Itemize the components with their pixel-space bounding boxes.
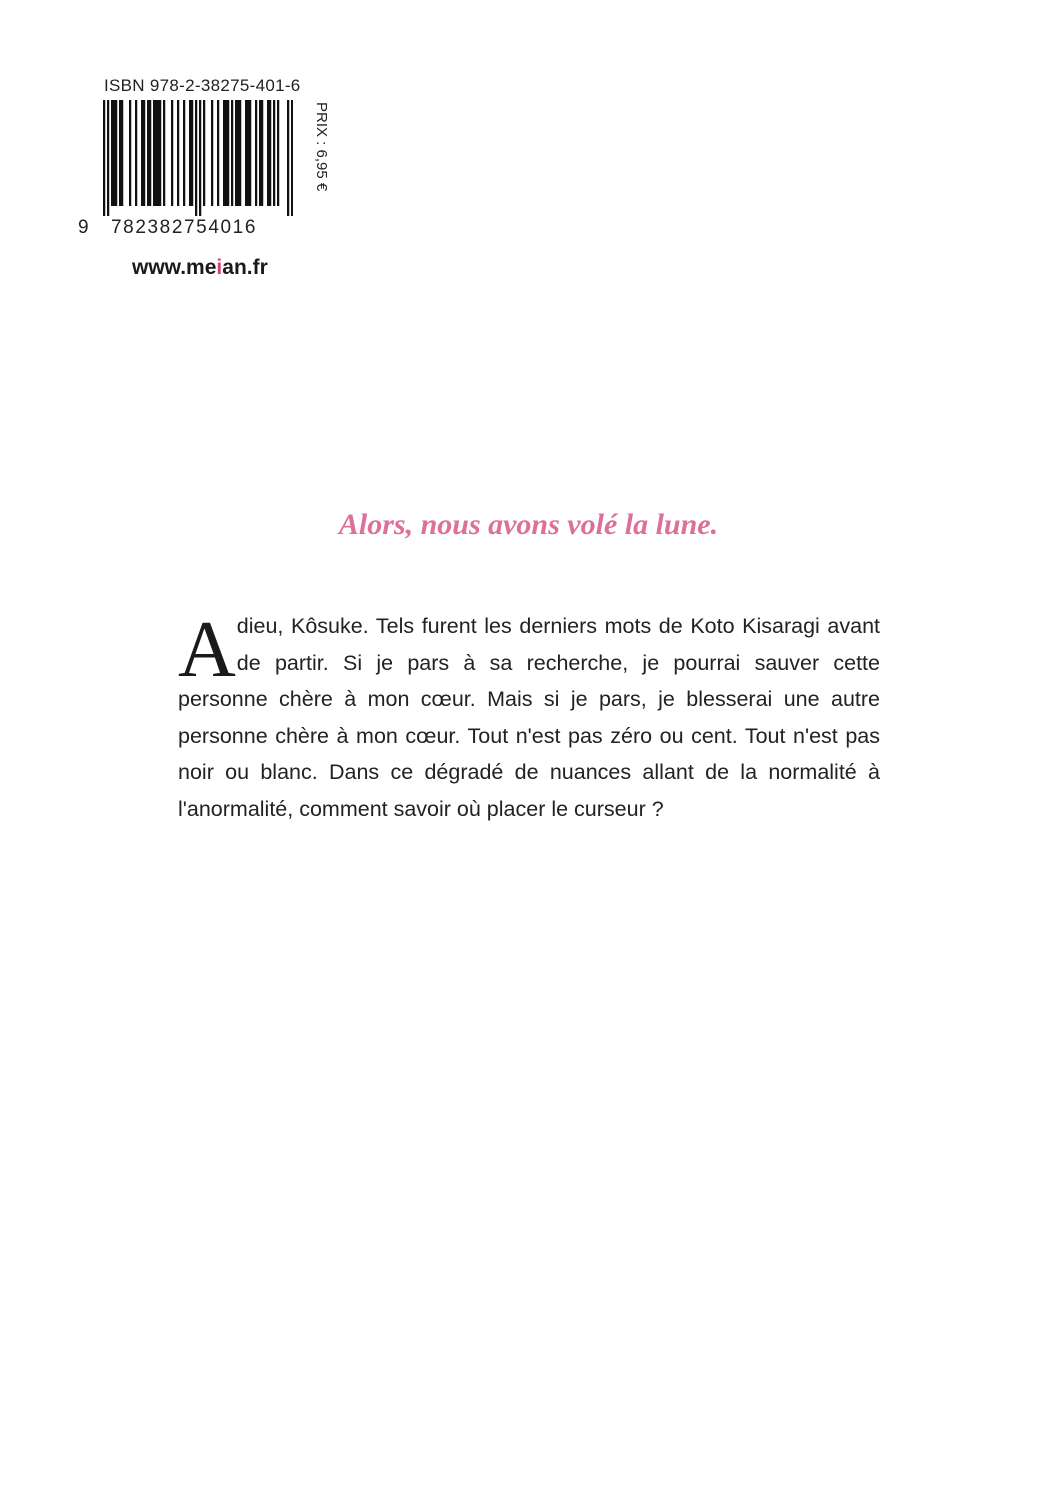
barcode-bar: [235, 100, 237, 206]
barcode-bar: [183, 100, 185, 206]
website-accent-letter: i: [216, 256, 223, 279]
barcode-bar: [191, 100, 193, 206]
barcode-bar: [261, 100, 263, 206]
barcode-bar: [199, 100, 201, 216]
barcode-bar: [255, 100, 257, 206]
website-part-2: an.fr: [222, 256, 268, 279]
barcode-bar: [159, 100, 161, 206]
barcode-bar: [107, 100, 109, 216]
barcode-bar: [121, 100, 123, 206]
barcode-bar: [269, 100, 271, 206]
barcode-bar: [203, 100, 205, 206]
barcode-bar: [189, 100, 191, 206]
tagline: Alors, nous avons volé la lune.: [338, 508, 719, 541]
barcode-bar: [249, 100, 251, 206]
barcode-bar: [113, 100, 115, 206]
barcode-bar: [147, 100, 149, 206]
barcode-bar: [119, 100, 121, 206]
barcode-prefix-digit: 9: [78, 217, 89, 238]
website-link[interactable]: [132, 256, 268, 280]
barcode-bar: [245, 100, 247, 206]
price-label: PRIX : 6,95 €: [313, 102, 330, 192]
barcode-bar: [223, 100, 225, 206]
barcode-bar: [103, 100, 105, 216]
barcode-bar: [225, 100, 227, 206]
barcode-digits: 782382754016: [111, 217, 258, 238]
barcode-bar: [115, 100, 117, 206]
barcode-bar: [247, 100, 249, 206]
barcode-bar: [135, 100, 137, 206]
barcode-bar: [273, 100, 275, 206]
barcode-bar: [143, 100, 145, 206]
barcode-bar: [239, 100, 241, 206]
barcode-bar: [291, 100, 293, 216]
barcode-bar: [259, 100, 261, 206]
barcode-bar: [153, 100, 155, 206]
barcode-bar: [211, 100, 213, 206]
barcode-bar: [231, 100, 233, 206]
isbn-label: ISBN 978-2-38275-401-6: [104, 76, 301, 95]
barcode-bar: [129, 100, 131, 206]
barcode-bar: [171, 100, 173, 206]
barcode-bar: [267, 100, 269, 206]
barcode-bars: [103, 100, 293, 216]
barcode-bar: [141, 100, 143, 206]
synopsis-text: dieu, Kôsuke. Tels furent les derniers mots de Koto Kisaragi avant de partir. Si je pars à sa recherche, je pourrai sauver cette personne chère à mon cœur. Mais si je pars, je blesserai une autre personne chère à mon cœur. Tout n'est pas zéro ou cent. Tout n'est pas noir ou blanc. Dans ce dégradé de nuances allant de la normalité à l'anormalité, comment savoir où placer le curseur ?: [178, 614, 880, 821]
barcode-bar: [149, 100, 151, 206]
drop-cap: A: [178, 606, 236, 694]
barcode-bar: [227, 100, 229, 206]
barcode-bar: [287, 100, 289, 216]
barcode-bar: [157, 100, 159, 206]
website-part-1: www.me: [132, 256, 217, 279]
barcode-bar: [195, 100, 197, 216]
barcode-bar: [111, 100, 113, 206]
barcode-bar: [163, 100, 165, 206]
barcode: [78, 100, 328, 250]
barcode-bar: [155, 100, 157, 206]
synopsis: [178, 608, 880, 827]
barcode-bar: [277, 100, 279, 206]
barcode-bar: [177, 100, 179, 206]
barcode-bar: [237, 100, 239, 206]
barcode-bar: [217, 100, 219, 206]
